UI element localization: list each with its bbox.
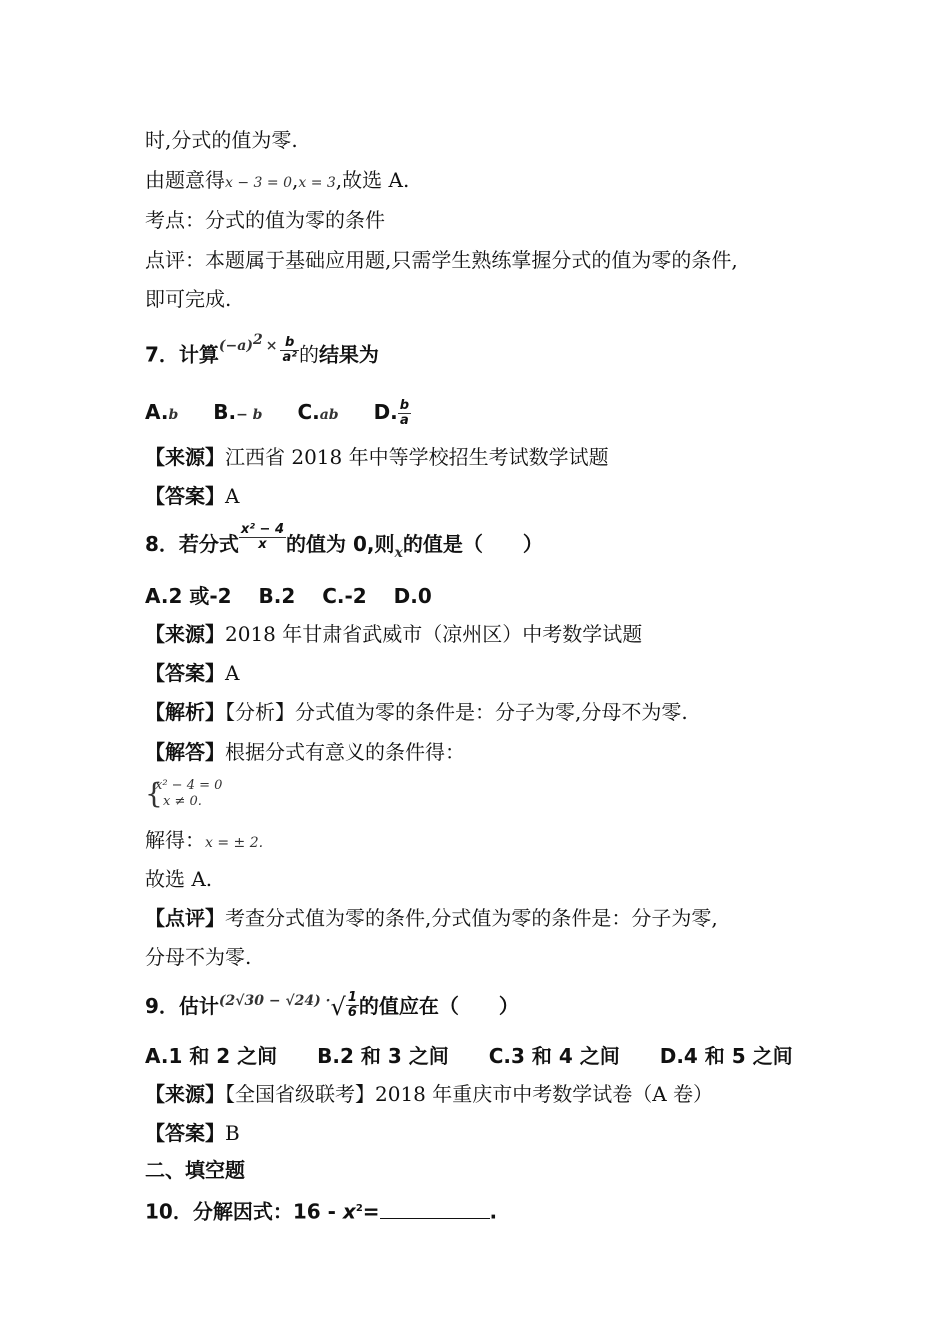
fraction: $\frac{b}{a}$ <box>399 398 410 428</box>
math-expression: x = 3 <box>298 175 336 191</box>
text-line: 时,分式的值为零. <box>145 128 298 152</box>
question-8-options: A.2 或-2 B.2 C.-2 D.0 <box>145 584 432 608</box>
answer-blank[interactable] <box>380 1200 490 1219</box>
section-heading: 二、填空题 <box>145 1158 245 1182</box>
fraction: $\frac{b}{\text{a²}}$ <box>282 334 297 365</box>
answer-line: 【答案】B <box>145 1121 240 1145</box>
equation-system: { x² − 4 = 0 x ≠ 0. <box>145 777 223 810</box>
source-line: 【来源】2018 年甘肃省武威市（凉州区）中考数学试题 <box>145 622 643 646</box>
fraction: $\frac{\text{x² − 4}}{x}$ <box>240 522 284 552</box>
analysis-line: 【解析】【分析】分式值为零的条件是：分子为零,分母不为零. <box>145 700 688 724</box>
text-line: 点评：本题属于基础应用题,只需学生熟练掌握分式的值为零的条件, <box>145 248 738 272</box>
question-9: 9．估计$^{(2√30 - √24) \cdot}$√ $\frac{1}{6}$ 的值应在（ ） <box>145 990 519 1021</box>
source-line: 【来源】江西省 2018 年中等学校招生考试数学试题 <box>145 445 609 469</box>
question-10: 10．分解因式：$16 - x^2=$ . <box>145 1199 498 1224</box>
comment-line: 【点评】考查分式值为零的条件,分式值为零的条件是：分子为零, <box>145 906 718 930</box>
question-7: 7．计算$^{(-a)2}$ × $\frac{b}{\text{a²}}$ 的结果为 <box>145 332 379 367</box>
text-line: 故选 A. <box>145 867 213 891</box>
question-9-options: A.1 和 2 之间 B.2 和 3 之间 C.3 和 4 之间 D.4 和 5 之间 <box>145 1044 793 1068</box>
answer-line: 【答案】A <box>145 661 240 685</box>
text-line: 考点：分式的值为零的条件 <box>145 208 385 232</box>
fraction: $\frac{1}{6}$ <box>347 990 357 1020</box>
solve-line: 【解答】根据分式有意义的条件得： <box>145 740 465 764</box>
math-expression: x − 3 = 0 <box>225 175 292 191</box>
answer-line: 【答案】A <box>145 484 240 508</box>
text-line: 即可完成. <box>145 287 232 311</box>
text-line: 分母不为零. <box>145 945 252 969</box>
question-7-options: A.b B.− b C.ab D. $\frac{b}{a}$ <box>145 398 410 428</box>
text-line: 由题意得x − 3 = 0,x = 3,故选 A. <box>145 168 410 192</box>
question-8: 8．若分式 $\frac{\text{x² − 4}}{x}$ 的值为 0,则$_x$的值是（ ） <box>145 522 543 561</box>
source-line: 【来源】【全国省级联考】2018 年重庆市中考数学试卷（A 卷） <box>145 1082 714 1106</box>
result-line: 解得：x = ± 2. <box>145 828 264 852</box>
